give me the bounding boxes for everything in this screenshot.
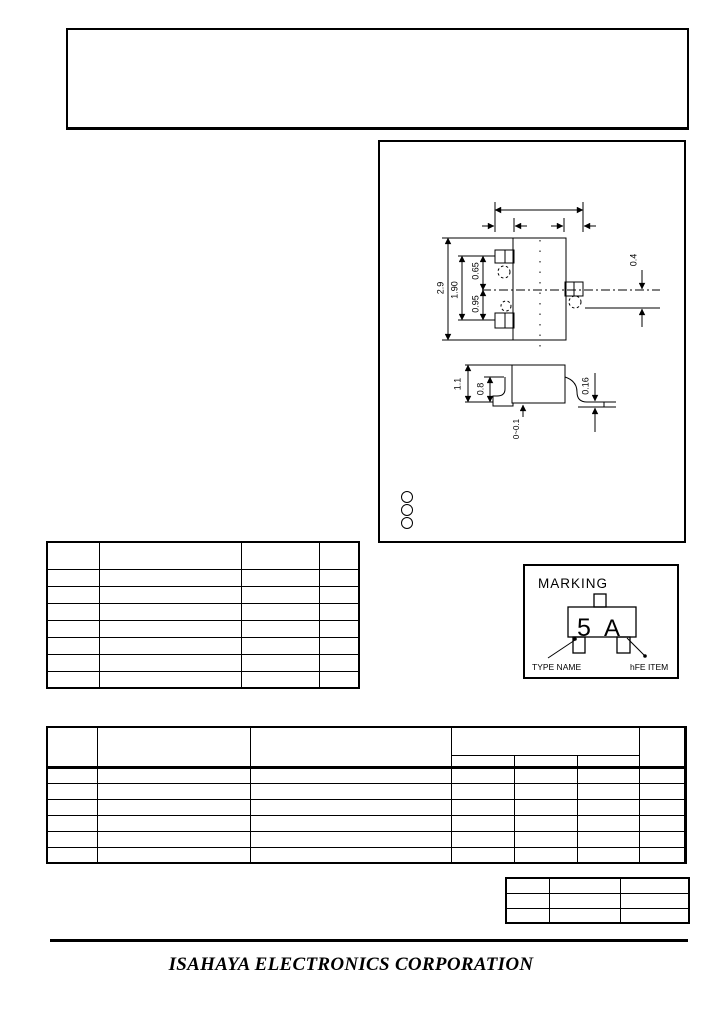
cell xyxy=(47,727,97,767)
cell xyxy=(47,586,99,603)
cell xyxy=(620,893,689,908)
cell xyxy=(319,603,359,620)
cell xyxy=(514,767,577,783)
table-row xyxy=(47,815,685,831)
cell xyxy=(47,654,99,671)
cell xyxy=(577,755,639,767)
cell xyxy=(506,893,549,908)
table-row xyxy=(506,893,689,908)
cell xyxy=(241,637,319,654)
dimension-labels xyxy=(435,254,638,439)
cell xyxy=(47,847,97,863)
cell xyxy=(514,847,577,863)
cell xyxy=(506,908,549,923)
cell xyxy=(549,878,620,893)
cell xyxy=(97,767,250,783)
cell xyxy=(639,767,685,783)
cell xyxy=(620,878,689,893)
cell xyxy=(250,815,451,831)
cell xyxy=(577,815,639,831)
cell xyxy=(451,755,514,767)
cell xyxy=(241,542,319,569)
table-row xyxy=(47,569,359,586)
marking-leader-lines xyxy=(548,638,646,658)
cell xyxy=(451,847,514,863)
cell xyxy=(97,815,250,831)
cell xyxy=(99,620,241,637)
footer-company-name: ISAHAYA ELECTRONICS CORPORATION xyxy=(168,954,534,975)
table-row xyxy=(506,908,689,923)
cell xyxy=(97,799,250,815)
table-row xyxy=(47,767,685,783)
cell xyxy=(577,847,639,863)
side-view-dimension-lines xyxy=(465,365,616,432)
table-upper-left xyxy=(46,541,360,689)
cell xyxy=(514,799,577,815)
cell xyxy=(514,783,577,799)
cell xyxy=(241,671,319,688)
table-row xyxy=(47,783,685,799)
marking-title: MARKING xyxy=(538,576,609,591)
table-row xyxy=(47,603,359,620)
dim-lead-pitch: 1.90 xyxy=(449,281,460,299)
dim-package-height: 1.1 xyxy=(452,377,463,391)
cell xyxy=(47,831,97,847)
cell xyxy=(514,831,577,847)
cell xyxy=(451,831,514,847)
cell xyxy=(549,893,620,908)
cell xyxy=(451,783,514,799)
table-row xyxy=(47,654,359,671)
cell xyxy=(47,569,99,586)
marking-box xyxy=(523,564,679,679)
cell xyxy=(99,569,241,586)
cell xyxy=(241,654,319,671)
cell xyxy=(97,847,250,863)
table-bottom-wide xyxy=(46,726,687,864)
table-row xyxy=(47,847,685,863)
cell xyxy=(47,783,97,799)
cell xyxy=(319,637,359,654)
cell xyxy=(639,799,685,815)
dim-body-height: 0.8 xyxy=(475,382,486,396)
cell xyxy=(506,878,549,893)
dim-center-lead-offset: 0.4 xyxy=(628,253,639,267)
title-box xyxy=(66,28,689,130)
marking-hfe-item-char: A xyxy=(604,615,621,642)
cell xyxy=(250,831,451,847)
cell xyxy=(319,586,359,603)
cell xyxy=(99,671,241,688)
dim-lead-thickness: 0.16 xyxy=(580,377,591,395)
cell xyxy=(451,799,514,815)
pin-circles xyxy=(402,492,413,529)
cell xyxy=(47,542,99,569)
cell xyxy=(97,783,250,799)
cell xyxy=(47,637,99,654)
cell xyxy=(319,671,359,688)
cell xyxy=(639,815,685,831)
cell xyxy=(99,586,241,603)
table-row xyxy=(47,586,359,603)
cell xyxy=(241,569,319,586)
dim-standoff: 0~0.1 xyxy=(512,418,522,440)
cell xyxy=(577,831,639,847)
cell xyxy=(319,542,359,569)
cell xyxy=(514,815,577,831)
cell xyxy=(514,755,577,767)
cell xyxy=(47,603,99,620)
cell xyxy=(639,727,685,767)
cell xyxy=(250,767,451,783)
table-row xyxy=(47,799,685,815)
cell xyxy=(47,767,97,783)
marking-hfe-item-label: hFE ITEM xyxy=(630,662,669,672)
cell xyxy=(250,783,451,799)
cell xyxy=(639,847,685,863)
table-row xyxy=(47,671,359,688)
dim-lead-offset-lower: 0.95 xyxy=(470,295,481,313)
cell xyxy=(99,603,241,620)
cell xyxy=(47,799,97,815)
cell xyxy=(250,727,451,767)
cell xyxy=(241,586,319,603)
cell xyxy=(577,767,639,783)
cell xyxy=(451,815,514,831)
cell xyxy=(319,569,359,586)
cell xyxy=(47,671,99,688)
table-row xyxy=(47,542,359,569)
cell xyxy=(47,815,97,831)
cell xyxy=(97,727,250,767)
cell xyxy=(451,767,514,783)
drawing-box-border xyxy=(379,141,685,542)
cell xyxy=(549,908,620,923)
cell xyxy=(97,831,250,847)
table-row xyxy=(47,637,359,654)
dim-body-length: 2.9 xyxy=(435,281,446,295)
cell xyxy=(639,831,685,847)
marking-type-name-label: TYPE NAME xyxy=(532,662,582,672)
cell xyxy=(99,542,241,569)
cell xyxy=(620,908,689,923)
table-row xyxy=(47,831,685,847)
cell xyxy=(241,603,319,620)
cell xyxy=(577,799,639,815)
footer-rule xyxy=(50,939,688,942)
dim-lead-offset-upper: 0.65 xyxy=(470,262,481,280)
table-header-row xyxy=(47,727,685,755)
cell xyxy=(241,620,319,637)
table-row xyxy=(47,620,359,637)
cell xyxy=(47,620,99,637)
package-outline-drawing xyxy=(378,140,686,543)
cell xyxy=(451,727,639,755)
table-bottom-right xyxy=(505,877,690,924)
cell xyxy=(250,847,451,863)
cell xyxy=(319,620,359,637)
cell xyxy=(99,654,241,671)
cell xyxy=(577,783,639,799)
cell xyxy=(250,799,451,815)
cell xyxy=(319,654,359,671)
table-row xyxy=(506,878,689,893)
marking-type-name-char: 5 xyxy=(577,614,591,642)
cell xyxy=(99,637,241,654)
cell xyxy=(639,783,685,799)
